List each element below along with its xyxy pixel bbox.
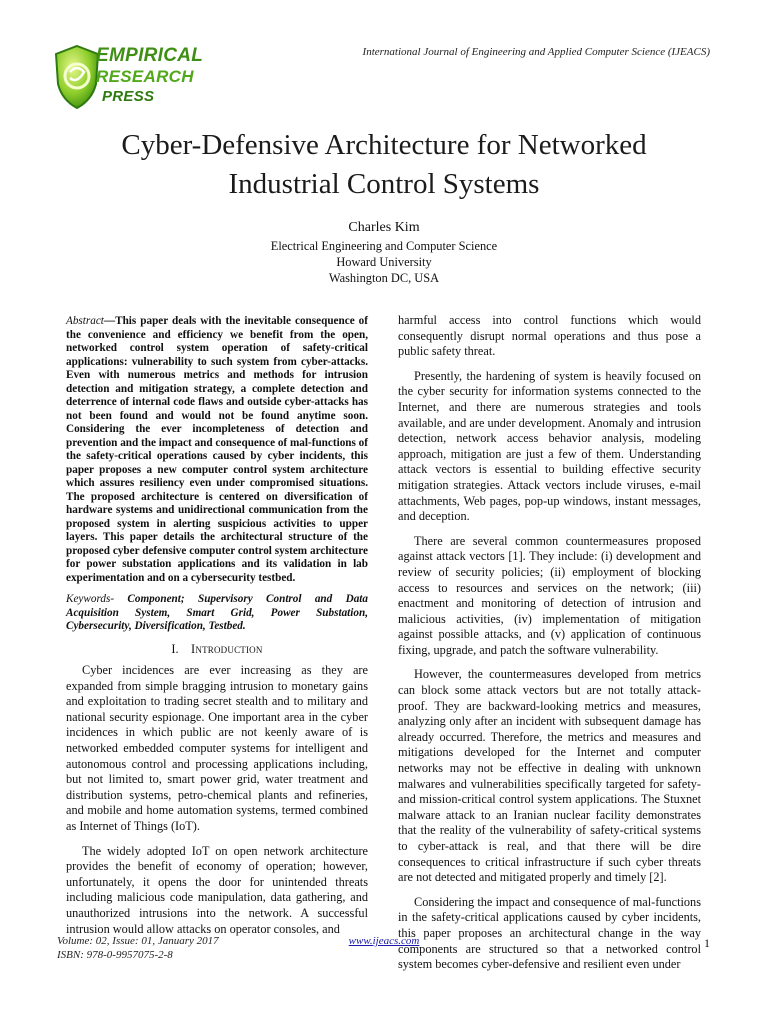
keywords xyxy=(66,593,368,634)
section-number: I. xyxy=(171,641,179,656)
paper-title-line2: Industrial Control Systems xyxy=(228,168,540,200)
section-heading-introduction xyxy=(66,642,368,658)
footer-volume: Volume: 02, Issue: 01, January 2017 xyxy=(57,935,219,947)
publisher-logo xyxy=(52,44,202,114)
footer-website xyxy=(0,935,768,947)
paper-title-line1: Cyber-Defensive Architecture for Networked xyxy=(121,129,647,161)
abstract-text: —This paper deals with the inevitable consequence of the convenience and efficiency we benefit from the open, networked control system operation of safety-critical applications: vulnerability to such system from cyber-attacks. Even with numerous metrics and methods for intrusion detection and mitigation strategy, a complete detection and deterrence of internal code flaws and outside cyber-attacks has not been found and would not be found anytime soon. Considering the ever incompleteness of detection and prevention and the impact and consequence of mal-functions of the safety-critical operations caused by cyber incidents, this paper proposes a new computer control system architecture which assures resiliency even under compromised situations. The proposed architecture is centered on diversification of hardware systems and unidirectional communication from the proposed system in alerting suspicious activities to upper layers. This paper details the architectural structure of the proposed cyber defensive computer control system architecture for power substation applications and its validation in lab experimentation and on a cybersecurity testbed. xyxy=(66,315,368,584)
journal-name: International Journal of Engineering and Applied Computer Science (IJEACS) xyxy=(362,46,710,58)
paragraph: Presently, the hardening of system is heavily focused on the cyber security for information systems connected to the Internet, and there are numerous strategies and tools available, and are under development. Anomaly and intrusion detection, network access behavior analysis, modeling approach, mitigation are just a few of them. Understanding attack vectors is essential to building effective security mitigation strategies. Attack vectors include viruses, e-mail attachments, Web pages, pop-up windows, instant messages, and deception. xyxy=(398,368,701,524)
author-university: Howard University xyxy=(336,255,432,269)
paper-title xyxy=(60,126,708,204)
keywords-label: Keywords- xyxy=(66,593,115,605)
keywords-text: Component; Supervisory Control and Data Acquisition System, Smart Grid, Power Substation, Cybersecurity, Diversification, Testbed. xyxy=(66,593,368,632)
paragraph: harmful access into control functions which would consequently disrupt normal operations and thus pose a public safety threat. xyxy=(398,313,701,359)
author-department: Electrical Engineering and Computer Science xyxy=(270,239,498,253)
logo-text-research: RESEARCH xyxy=(96,67,194,86)
footer-website-link[interactable]: www.ijeacs.com xyxy=(348,935,420,947)
footer-isbn: ISBN: 978-0-9957075-2-8 xyxy=(57,948,173,961)
abstract-label: Abstract xyxy=(66,315,104,327)
paragraph: Cyber incidences are ever increasing as they are expanded from simple bragging intrusion to monetary gains and exploitation to trading secret stealth and to military and national security espionage. One important area in the cyber incidences in which public are not keenly aware of is networked embedded computer systems for intelligent and autonomous control and processing applications including, but not limited to, smart power grid, water treatment and distribution systems, petro-chemical plants and refineries, and mobile and home automation systems, termed combined as Internet of Things (IoT). xyxy=(66,663,368,834)
right-column xyxy=(398,313,701,982)
logo-text-press: PRESS xyxy=(102,88,155,105)
shield-logo-icon xyxy=(52,44,102,110)
logo-text-empirical: EMPIRICAL xyxy=(96,45,204,66)
paragraph: There are several common countermeasures proposed against attack vectors [1]. They include: (i) development and review of security policies; (ii) employment of blocking access to resources and services on the network; (iii) enactment and monitoring of detection of intrusion and malicious activities, (iv) implementation of mitigation against possible attacks, and (v) application of continuous fixing, upgrade, and patch the software vulnerability. xyxy=(398,533,701,657)
paragraph: The widely adopted IoT on open network architecture provides the benefit of economy of operation; however, unfortunately, it opens the door for unintended threats including malicious code manipulation, data gathering, and unauthorized intrusions into the network. A successful intrusion would allow attacks on operator consoles, and xyxy=(66,843,368,936)
paragraph: However, the countermeasures developed from metrics can block some attack vectors but are not totally attack-proof. They are backward-looking metrics and measures, analyzing only after an incident with subsequent damage has already occurred. Therefore, the metrics and measures and mitigations developed for the Internet and computer networks may not be effective in dealing with unknown malwares and vulnerabilities specifically targeted for safety- and mission-critical control system applications. The Stuxnet malware attack to an Iranian nuclear facility demonstrates that the reality of the vulnerability of safety-critical systems to cyber-attack is real, and that there will be dire consequences to critical infrastructure if such cyber threats are not detected and mitigated properly and timely [2]. xyxy=(398,667,701,885)
author-location: Washington DC, USA xyxy=(328,271,440,285)
author-name: Charles Kim xyxy=(348,220,420,235)
section-title: Introduction xyxy=(191,641,263,656)
abstract xyxy=(66,315,368,585)
page-number: 1 xyxy=(704,936,710,950)
left-column xyxy=(66,315,368,946)
paragraph: Considering the impact and consequence of mal-functions in the safety-critical applications caused by cyber incidents, this paper proposes an architectural change in the way components are structured so that a networked control system becomes cyber-defensive and resilient even under xyxy=(398,894,701,972)
